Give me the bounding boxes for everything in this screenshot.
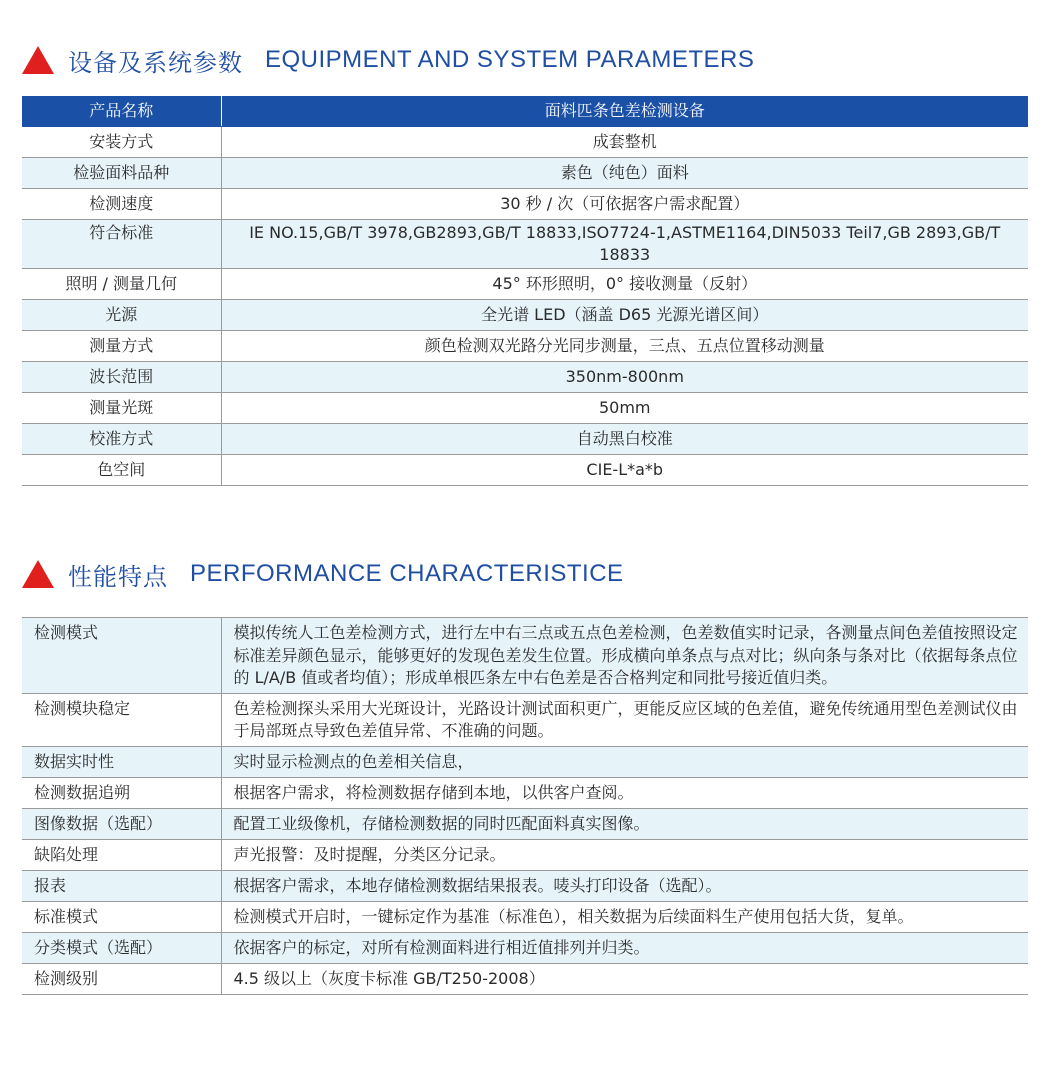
feature-description: 4.5 级以上（灰度卡标准 GB/T250-2008） bbox=[221, 963, 1028, 994]
feature-label: 缺陷处理 bbox=[22, 839, 221, 870]
feature-label: 图像数据（选配） bbox=[22, 808, 221, 839]
feature-description: 配置工业级像机，存储检测数据的同时匹配面料真实图像。 bbox=[221, 808, 1028, 839]
param-value: 素色（纯色）面料 bbox=[221, 158, 1028, 189]
param-value: 成套整机 bbox=[221, 127, 1028, 158]
param-label: 检验面料品种 bbox=[22, 158, 221, 189]
feature-label: 分类模式（选配） bbox=[22, 932, 221, 963]
table-row bbox=[22, 777, 1028, 808]
param-label: 光源 bbox=[22, 300, 221, 331]
param-value: 自动黑白校准 bbox=[221, 424, 1028, 455]
table-row bbox=[22, 932, 1028, 963]
table-row bbox=[22, 424, 1028, 455]
section-heading-performance bbox=[22, 554, 624, 594]
param-label: 检测速度 bbox=[22, 189, 221, 220]
feature-label: 标准模式 bbox=[22, 901, 221, 932]
param-label: 色空间 bbox=[22, 455, 221, 486]
feature-description: 根据客户需求，将检测数据存储到本地，以供客户查阅。 bbox=[221, 777, 1028, 808]
table-row bbox=[22, 455, 1028, 486]
table-row bbox=[22, 331, 1028, 362]
feature-label: 检测级别 bbox=[22, 963, 221, 994]
param-label: 安装方式 bbox=[22, 127, 221, 158]
param-label: 测量光斑 bbox=[22, 393, 221, 424]
section-heading-parameters bbox=[22, 40, 754, 80]
param-value: 30 秒 / 次（可依据客户需求配置） bbox=[221, 189, 1028, 220]
section-title-en: PERFORMANCE CHARACTERISTICE bbox=[190, 560, 624, 587]
table-row bbox=[22, 393, 1028, 424]
header-value: 面料匹条色差检测设备 bbox=[221, 96, 1028, 127]
param-value: IE NO.15,GB/T 3978,GB2893,GB/T 18833,ISO7724-1,ASTME1164,DIN5033 Teil7,GB 2893,GB/T 18833 bbox=[221, 220, 1028, 269]
table-row bbox=[22, 618, 1028, 694]
section-title-cn: 性能特点 bbox=[68, 562, 168, 591]
header-label: 产品名称 bbox=[22, 96, 221, 127]
feature-description: 模拟传统人工色差检测方式，进行左中右三点或五点色差检测，色差数值实时记录，各测量点间色差值按照设定标准差异颜色显示，能够更好的发现色差发生位置。形成横向单条点与点对比；纵向条与条对比（依据每条点位的 L/A/B 值或者均值）；形成单根匹条左中右色差是否合格判定和同批号接近值归类。 bbox=[221, 618, 1028, 694]
table-header-row bbox=[22, 96, 1028, 127]
param-label: 校准方式 bbox=[22, 424, 221, 455]
table-row bbox=[22, 300, 1028, 331]
table-row bbox=[22, 269, 1028, 300]
parameters-table bbox=[22, 96, 1028, 486]
performance-table bbox=[22, 617, 1028, 995]
param-label: 测量方式 bbox=[22, 331, 221, 362]
table-row bbox=[22, 870, 1028, 901]
feature-label: 检测数据追朔 bbox=[22, 777, 221, 808]
table-row bbox=[22, 808, 1028, 839]
table-row bbox=[22, 189, 1028, 220]
table-row bbox=[22, 963, 1028, 994]
param-value: 350nm-800nm bbox=[221, 362, 1028, 393]
table-row bbox=[22, 362, 1028, 393]
red-triangle-icon bbox=[22, 46, 54, 74]
param-value: CIE-L*a*b bbox=[221, 455, 1028, 486]
feature-label: 报表 bbox=[22, 870, 221, 901]
feature-description: 检测模式开启时，一键标定作为基准（标准色），相关数据为后续面料生产使用包括大货，复单。 bbox=[221, 901, 1028, 932]
feature-description: 声光报警：及时提醒，分类区分记录。 bbox=[221, 839, 1028, 870]
table-row bbox=[22, 901, 1028, 932]
param-value: 全光谱 LED（涵盖 D65 光源光谱区间） bbox=[221, 300, 1028, 331]
param-label: 照明 / 测量几何 bbox=[22, 269, 221, 300]
table-row bbox=[22, 127, 1028, 158]
param-label: 波长范围 bbox=[22, 362, 221, 393]
table-row bbox=[22, 693, 1028, 746]
table-row bbox=[22, 158, 1028, 189]
param-value: 45° 环形照明，0° 接收测量（反射） bbox=[221, 269, 1028, 300]
table-row bbox=[22, 220, 1028, 269]
param-label: 符合标准 bbox=[22, 220, 221, 269]
param-value: 颜色检测双光路分光同步测量，三点、五点位置移动测量 bbox=[221, 331, 1028, 362]
section-title-cn: 设备及系统参数 bbox=[68, 48, 243, 77]
feature-description: 根据客户需求，本地存储检测数据结果报表。唛头打印设备（选配）。 bbox=[221, 870, 1028, 901]
section-title-en: EQUIPMENT AND SYSTEM PARAMETERS bbox=[265, 46, 755, 73]
feature-description: 依据客户的标定，对所有检测面料进行相近值排列并归类。 bbox=[221, 932, 1028, 963]
table-row bbox=[22, 746, 1028, 777]
feature-description: 色差检测探头采用大光斑设计，光路设计测试面积更广，更能反应区域的色差值，避免传统通用型色差测试仪由于局部斑点导致色差值异常、不准确的问题。 bbox=[221, 693, 1028, 746]
feature-label: 数据实时性 bbox=[22, 746, 221, 777]
feature-label: 检测模式 bbox=[22, 618, 221, 694]
feature-label: 检测模块稳定 bbox=[22, 693, 221, 746]
table-row bbox=[22, 839, 1028, 870]
param-value: 50mm bbox=[221, 393, 1028, 424]
feature-description: 实时显示检测点的色差相关信息， bbox=[221, 746, 1028, 777]
red-triangle-icon bbox=[22, 560, 54, 588]
